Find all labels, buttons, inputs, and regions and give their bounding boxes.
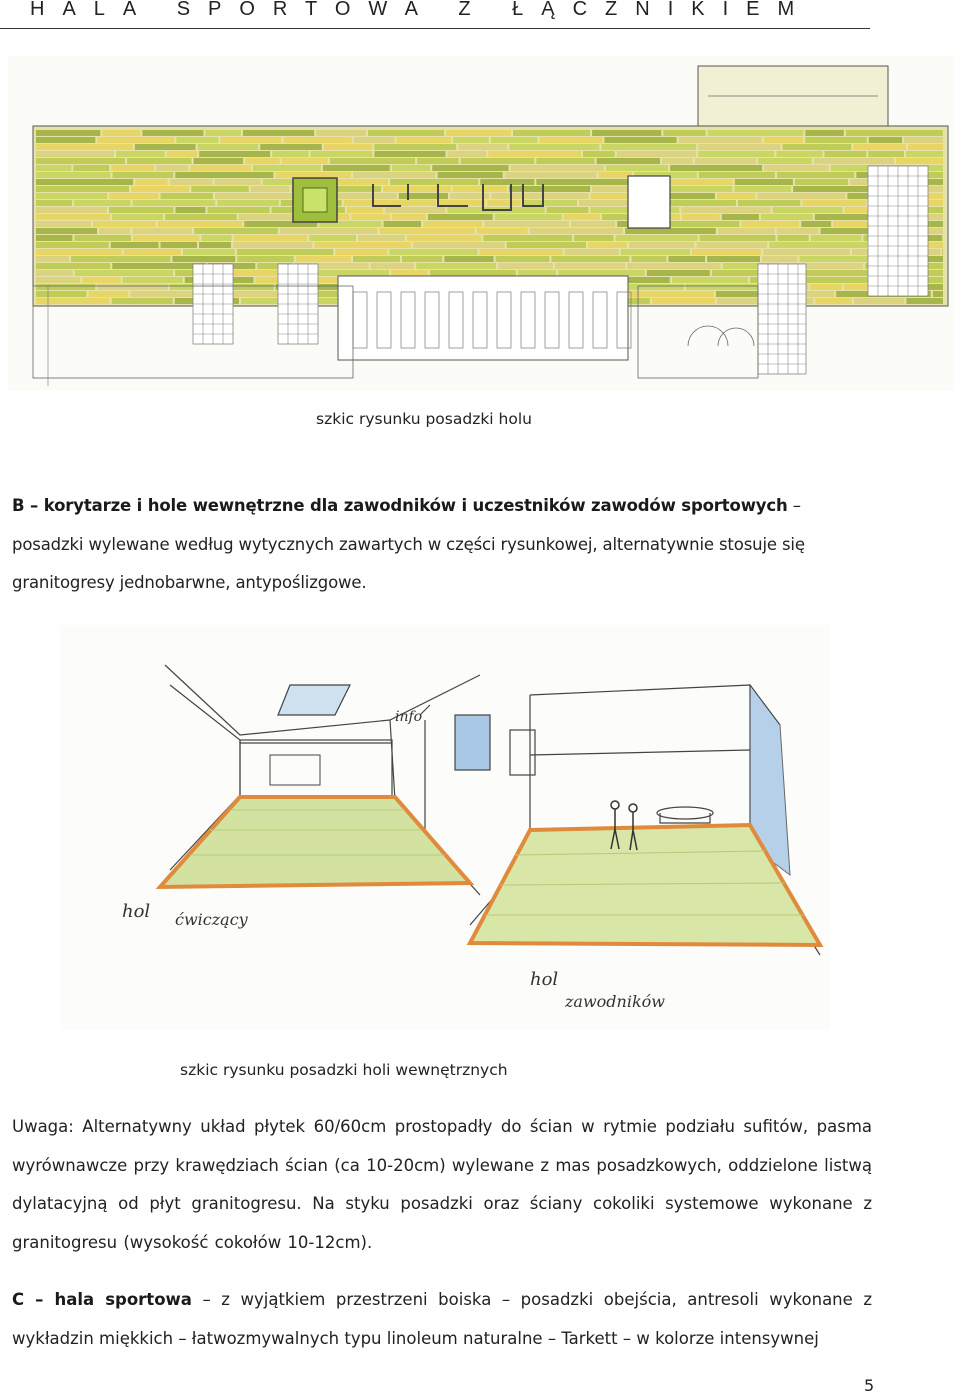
floor-stripe [509, 186, 590, 192]
floor-stripe [36, 221, 91, 227]
floor-stripe [217, 200, 278, 206]
floor-stripe [453, 137, 489, 143]
floor-stripe [175, 207, 205, 213]
floor-stripe [36, 291, 86, 297]
note-paragraph: Uwaga: Alternatywny układ płytek 60/60cm prostopadły do ścian w rytmie podziału sufitów, pasma wyrównawcze przy krawędziach ścian (ca 10-20cm) wylewane z mas posadzkowych, oddzielone listwą dylatacyjną od płyt granitogresu. Na styku posadzki oraz ściany cokoliki systemowe wykonane z granitogresu (wysokość cokołów 10-12cm). [12, 1117, 872, 1252]
floor-stripe [36, 200, 72, 206]
floor-stripe [776, 151, 822, 157]
floor-stripe [112, 214, 163, 220]
floor-stripe [354, 137, 395, 143]
section-b-heading: B – korytarze i hole wewnętrzne dla zawodników i uczestników zawodów sportowych [12, 496, 788, 515]
floor-stripe [371, 263, 415, 269]
floor-stripe [323, 165, 390, 171]
floor-stripe [480, 179, 534, 185]
floor-stripe [698, 151, 774, 157]
interior-hall-sketches [60, 625, 830, 1030]
floor-stripe [647, 270, 710, 276]
floor-stripe [313, 270, 389, 276]
floor-stripe [82, 277, 120, 283]
floor-stripe [161, 193, 213, 199]
floor-stripe [854, 298, 904, 304]
floor-stripe [669, 179, 733, 185]
floor-stripe [172, 256, 235, 262]
floor-stripe [801, 221, 831, 227]
floor-stripe [36, 214, 110, 220]
floor-stripe [199, 242, 231, 248]
floor-stripe [36, 235, 72, 241]
floor-stripe [237, 256, 293, 262]
floor-stripe [391, 270, 428, 276]
floor-stripe [805, 137, 867, 143]
floor-stripe [738, 200, 800, 206]
floor-stripe [392, 214, 426, 220]
floor-stripe [36, 144, 133, 150]
floor-stripe [324, 144, 372, 150]
floor-stripe [73, 165, 109, 171]
floor-stripe [97, 137, 174, 143]
floor-stripe [142, 130, 203, 136]
floor-stripe [477, 228, 528, 234]
floor-stripe [777, 172, 854, 178]
floor-stripe [453, 186, 507, 192]
floor-stripe [36, 193, 107, 199]
floor-stripe [629, 242, 694, 248]
floor-stripe [215, 179, 261, 185]
floor-stripe [904, 137, 943, 143]
floor-stripe [906, 298, 943, 304]
floor-stripe [99, 228, 130, 234]
figure1-caption: szkic rysunku posadzki holu [316, 410, 532, 428]
floor-stripe [314, 242, 410, 248]
floor-stripe [670, 165, 762, 171]
floor-stripe [491, 137, 538, 143]
floor-stripe [663, 130, 705, 136]
floor-stripe [165, 214, 237, 220]
floor-stripe [161, 242, 197, 248]
floor-stripe [272, 151, 308, 157]
floor-stripe [36, 228, 97, 234]
floor-stripe [846, 130, 943, 136]
floor-stripe [461, 158, 535, 164]
floor-stripe [280, 228, 378, 234]
floor-stripe [509, 144, 599, 150]
floor-stripe [353, 172, 436, 178]
floor-stripe [734, 186, 791, 192]
floor-stripe [237, 249, 333, 255]
floor-stripe [505, 172, 597, 178]
floor-stripe [896, 158, 943, 164]
floor-stripe [498, 263, 553, 269]
floor-stripe [795, 179, 848, 185]
floor-stripe [36, 263, 110, 269]
floor-stripe [417, 158, 459, 164]
floor-stripe [621, 249, 690, 255]
floor-stripe [933, 291, 943, 297]
floor-stripe [282, 158, 328, 164]
floor-stripe [384, 221, 421, 227]
floor-stripe [707, 256, 760, 262]
floor-stripe [36, 172, 110, 178]
floor-stripe [615, 235, 697, 241]
floor-stripe [109, 207, 173, 213]
floor-stripe [769, 242, 867, 248]
right-label-zawodnikow: zawodników [565, 992, 665, 1011]
floor-stripe [123, 277, 183, 283]
floor-stripe [802, 200, 866, 206]
floor-stripe [36, 256, 69, 262]
floor-stripe [112, 263, 206, 269]
floor-stripe [599, 172, 633, 178]
floor-stripe [432, 165, 508, 171]
floor-stripe [36, 242, 109, 248]
floor-stripe [97, 284, 168, 290]
floor-stripe [167, 151, 197, 157]
right-label-hol: hol [530, 969, 559, 990]
floor-stripe [672, 277, 748, 283]
page-number: 5 [864, 1376, 875, 1395]
floor-stripe [632, 256, 667, 262]
section-b-text: – posadzki wylewane według wytycznych zawartych w części rysunkowej, alternatywnie stosuje się granitogresy jednobarwne, antypoślizgowe. [12, 496, 805, 592]
floor-stripe [423, 221, 482, 227]
floor-stripe [111, 242, 159, 248]
floor-stripe [518, 270, 556, 276]
floor-stripe [251, 186, 290, 192]
floor-stripe [686, 284, 763, 290]
figure2-caption: szkic rysunku posadzki holi wewnętrznych [180, 1061, 508, 1079]
floor-stripe [132, 228, 192, 234]
floor-stripe [868, 151, 904, 157]
floor-stripe [735, 179, 793, 185]
floor-stripe [604, 137, 676, 143]
floor-stripe [36, 186, 129, 192]
floor-stripe [447, 151, 486, 157]
floor-stripe [773, 207, 843, 213]
floor-stripe [220, 137, 281, 143]
floor-stripe [662, 158, 693, 164]
floor-stripe [353, 256, 400, 262]
floor-stripe [190, 165, 251, 171]
floor-stripe [718, 228, 775, 234]
floor-stripe [74, 200, 130, 206]
floor-stripe [583, 151, 615, 157]
floor-stripe [513, 130, 590, 136]
floor-stripe [668, 256, 705, 262]
floor-stripe [36, 137, 95, 143]
floor-stripe [793, 186, 879, 192]
floor-stripe [758, 193, 846, 199]
floor-stripe [198, 144, 259, 150]
floor-stripe [717, 193, 756, 199]
floor-stripe [487, 200, 521, 206]
floor-stripe [390, 179, 478, 185]
floor-stripe [428, 214, 493, 220]
left-label-hol: hol [122, 901, 151, 922]
floor-stripe [530, 228, 623, 234]
floor-stripe [547, 207, 589, 213]
floor-stripe [853, 144, 906, 150]
floor-stripe [111, 165, 154, 171]
floor-stripe [708, 130, 804, 136]
floor-stripe [496, 256, 550, 262]
floor-stripe [124, 249, 181, 255]
floor-stripe [330, 158, 415, 164]
floor-stripe [682, 214, 720, 220]
floor-stripe [495, 214, 562, 220]
floor-stripe [36, 298, 110, 304]
floor-stripe [571, 221, 615, 227]
floor-stripe [93, 221, 156, 227]
floor-stripe [815, 298, 852, 304]
floor-stripe [763, 249, 850, 255]
floor-stripe [805, 130, 843, 136]
floor-stripe [112, 172, 173, 178]
floor-stripe [205, 130, 240, 136]
floor-stripe [36, 165, 71, 171]
floor-stripe [234, 235, 308, 241]
header-rule [0, 28, 870, 29]
document-header-title: HALA SPORTOWA Z ŁĄCZNIKIEM [30, 0, 813, 20]
floor-stripe [392, 165, 430, 171]
floor-stripe [102, 130, 140, 136]
floor-stripe [699, 172, 775, 178]
floor-stripe [758, 158, 812, 164]
floor-stripe [170, 179, 213, 185]
floor-stripe [389, 249, 477, 255]
floor-stripe [764, 137, 804, 143]
floor-stripe [88, 291, 128, 297]
floor-stripe [869, 137, 902, 143]
floor-stripe [407, 235, 481, 241]
floor-stripe [284, 137, 352, 143]
floor-stripe [764, 165, 829, 171]
floor-stripe [652, 298, 715, 304]
floor-stripe [692, 249, 761, 255]
floor-stripe [416, 263, 496, 269]
floor-stripe [109, 193, 158, 199]
floor-stripe [36, 158, 125, 164]
floor-stripe [625, 291, 714, 297]
floor-stripe [627, 263, 720, 269]
floor-stripe [539, 137, 602, 143]
floor-stripe [484, 221, 569, 227]
floor-stripe [722, 214, 759, 220]
floor-stripe [36, 207, 107, 213]
floor-stripe [488, 151, 581, 157]
floor-stripe [351, 214, 390, 220]
floor-stripe [402, 256, 442, 262]
floor-stripe [761, 214, 813, 220]
hall-floor-sketch [8, 56, 954, 390]
floor-stripe [681, 207, 770, 213]
floor-stripe [565, 249, 619, 255]
floor-stripe [446, 130, 511, 136]
floor-stripe [368, 130, 444, 136]
floor-stripe [133, 200, 216, 206]
floor-stripe [335, 249, 387, 255]
floor-stripe [194, 228, 278, 234]
floor-stripe [131, 186, 189, 192]
floor-stripe [374, 151, 445, 157]
floor-stripe [176, 137, 218, 143]
floor-stripe [358, 235, 405, 241]
floor-stripe [778, 235, 809, 241]
section-b-paragraph [12, 487, 872, 603]
floor-stripe [347, 207, 383, 213]
floor-stripe [233, 242, 312, 248]
floor-stripe [536, 158, 594, 164]
floor-stripe [814, 158, 894, 164]
floor-stripe [413, 242, 505, 248]
floor-stripe [625, 228, 716, 234]
floor-stripe [695, 158, 757, 164]
floor-stripe [696, 242, 767, 248]
floor-stripe [36, 151, 114, 157]
floor-stripe [536, 179, 629, 185]
floor-stripe [183, 249, 235, 255]
floor-stripe [558, 270, 645, 276]
left-label-cwiczacy: ćwiczący [175, 910, 248, 929]
floor-stripe [156, 165, 188, 171]
floor-stripe [194, 158, 244, 164]
floor-stripe [36, 284, 95, 290]
floor-stripe [430, 270, 516, 276]
floor-stripe [133, 235, 199, 241]
floor-stripe [507, 242, 586, 248]
floor-stripe [112, 298, 173, 304]
floor-stripe [483, 235, 572, 241]
floor-stripe [296, 256, 351, 262]
floor-stripe [135, 179, 167, 185]
floor-stripe [310, 151, 372, 157]
floor-stripe [811, 235, 862, 241]
floor-stripe [601, 144, 696, 150]
floor-stripe [127, 158, 192, 164]
floor-stripe [762, 256, 797, 262]
floor-stripe [260, 144, 322, 150]
floor-stripe [374, 144, 456, 150]
floor-stripe [383, 186, 451, 192]
floor-stripe [679, 137, 762, 143]
floor-stripe [700, 235, 776, 241]
floor-stripe [597, 158, 660, 164]
section-c-text: – z wyjątkiem przestrzeni boiska – posadzki obejścia, antresoli wykonane z wykładzin miękkich – łatwozmywalnych typu linoleum naturalne – Tarkett – w kolorze intensywnej [12, 1290, 873, 1348]
floor-stripe [158, 221, 243, 227]
floor-stripe [36, 270, 73, 276]
floor-stripe [191, 186, 248, 192]
floor-stripe [36, 179, 133, 185]
sign-label: info [395, 709, 423, 725]
floor-stripe [207, 207, 269, 213]
floor-stripe [175, 172, 273, 178]
floor-stripe [555, 263, 625, 269]
floor-stripe [199, 151, 270, 157]
floor-stripe [36, 277, 80, 283]
floor-stripe [36, 130, 100, 136]
floor-stripe [491, 193, 588, 199]
floor-stripe [71, 256, 170, 262]
floor-stripe [698, 144, 780, 150]
floor-stripe [551, 256, 629, 262]
floor-stripe [906, 151, 943, 157]
floor-stripe [511, 165, 604, 171]
floor-stripe [36, 249, 122, 255]
floor-stripe [741, 221, 799, 227]
floor-stripe [458, 144, 507, 150]
floor-stripe [75, 270, 173, 276]
floor-stripe [253, 165, 321, 171]
floor-stripe [479, 249, 562, 255]
floor-stripe [777, 228, 819, 234]
floor-stripe [309, 235, 356, 241]
floor-stripe [783, 144, 852, 150]
floor-stripe [810, 284, 842, 290]
floor-stripe [275, 172, 351, 178]
floor-stripe [942, 249, 943, 255]
floor-stripe [606, 165, 668, 171]
floor-stripe [617, 151, 696, 157]
section-c-paragraph [12, 1281, 872, 1358]
floor-stripe [908, 144, 943, 150]
section-c-heading: C – hala sportowa [12, 1290, 192, 1309]
floor-stripe [74, 235, 131, 241]
floor-stripe [245, 158, 279, 164]
floor-stripe [397, 137, 452, 143]
floor-stripe [243, 130, 314, 136]
floor-stripe [201, 235, 231, 241]
floor-stripe [668, 200, 736, 206]
floor-stripe [316, 130, 366, 136]
floor-stripe [399, 193, 448, 199]
floor-stripe [438, 172, 503, 178]
floor-stripe [232, 284, 274, 290]
floor-stripe [574, 235, 613, 241]
floor-stripe [444, 256, 493, 262]
floor-stripe [825, 151, 867, 157]
floor-stripe [564, 214, 600, 220]
floor-stripe [385, 207, 445, 213]
floor-stripe [379, 228, 474, 234]
floor-stripe [116, 151, 165, 157]
floor-stripe [588, 242, 627, 248]
floor-stripe [135, 144, 196, 150]
floor-stripe [592, 130, 661, 136]
